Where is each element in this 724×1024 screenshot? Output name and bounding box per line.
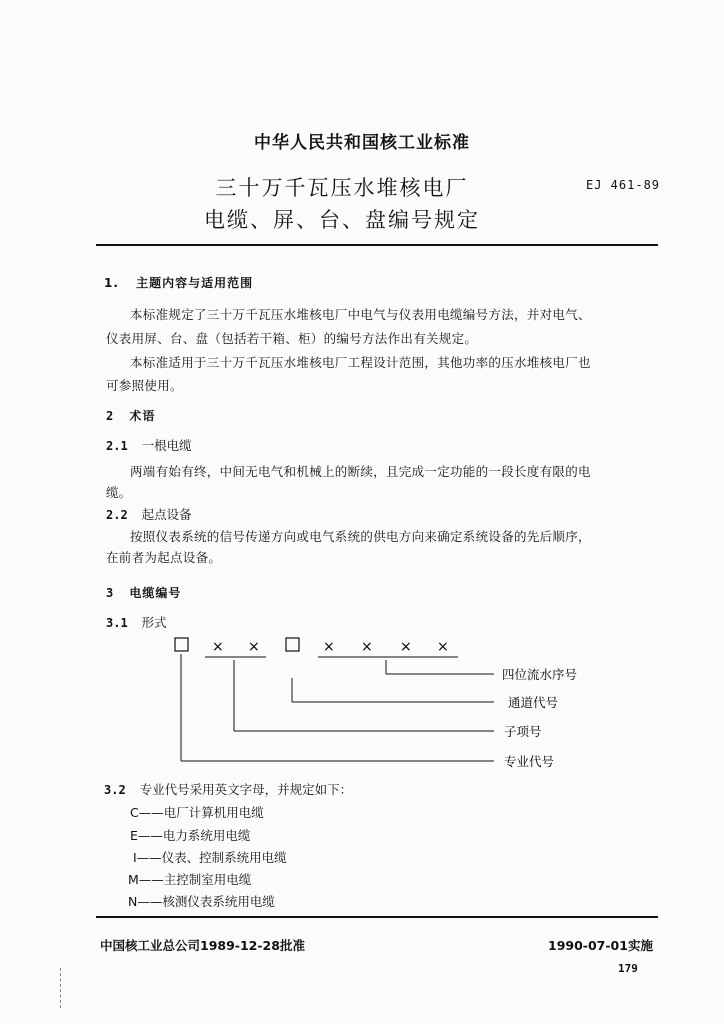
section3-1-number: 3.1 xyxy=(106,616,128,630)
section1-para2-line1: 本标准适用于三十万千瓦压水堆核电厂工程设计范围，其他功率的压水堆核电厂也 xyxy=(130,355,591,370)
code-item-i: I——仪表、控制系统用电缆 xyxy=(133,850,287,865)
section2-2-heading xyxy=(106,505,192,523)
footer-divider xyxy=(96,916,658,918)
label-serial-number: 四位流水序号 xyxy=(502,667,578,682)
scan-margin-marks xyxy=(60,968,63,1008)
label-subitem-number: 子项号 xyxy=(504,724,542,739)
section2-heading xyxy=(106,407,155,424)
subitem-cross-1: × xyxy=(212,639,224,655)
section3-1-heading xyxy=(106,613,167,631)
section2-1-heading xyxy=(106,436,192,454)
label-channel-code: 通道代号 xyxy=(508,695,559,710)
implementation-date: 1990-07-01实施 xyxy=(548,938,653,953)
section2-1-number: 2.1 xyxy=(106,439,128,453)
section2-1-title: 一根电缆 xyxy=(141,438,192,453)
section2-2-line1: 按照仪表系统的信号传递方向或电气系统的供电方向来确定系统设备的先后顺序， xyxy=(130,529,591,544)
section2-number: 2 xyxy=(106,409,115,423)
document-title-line1: 三十万千瓦压水堆核电厂 xyxy=(215,176,469,200)
section2-2-title: 起点设备 xyxy=(141,507,192,522)
channel-code-box xyxy=(286,638,299,651)
cable-number-format-diagram xyxy=(0,630,724,780)
serial-cross-1: × xyxy=(323,639,335,655)
section3-heading xyxy=(106,584,181,601)
page-number: 179 xyxy=(618,962,638,975)
section1-para1-line1: 本标准规定了三十万千瓦压水堆核电厂中电气与仪表用电缆编号方法，并对电气、 xyxy=(130,307,591,322)
code-item-e: E——电力系统用电缆 xyxy=(130,828,251,843)
section2-1-line2: 缆。 xyxy=(106,485,132,500)
section3-number: 3 xyxy=(106,586,115,600)
approval-note: 中国核工业总公司1989-12-28批准 xyxy=(100,938,305,953)
specialty-code-box xyxy=(175,638,188,651)
code-item-m: M——主控制室用电缆 xyxy=(128,872,252,887)
section2-2-line2: 在前者为起点设备。 xyxy=(106,550,222,565)
section1-para2-line2: 可参照使用。 xyxy=(106,378,183,393)
subitem-cross-2: × xyxy=(248,639,260,655)
serial-cross-4: × xyxy=(437,639,449,655)
section3-1-title: 形式 xyxy=(141,615,167,630)
section2-1-line1: 两端有始有终，中间无电气和机械上的断续，且完成一定功能的一段长度有限的电 xyxy=(130,464,591,479)
section1-title: 主题内容与适用范围 xyxy=(136,276,254,290)
serial-cross-3: × xyxy=(400,639,412,655)
standard-code: EJ 461-89 xyxy=(586,178,661,192)
section1-para1-line2: 仪表用屏、台、盘（包括若干箱、柜）的编号方法作出有关规定。 xyxy=(106,331,478,346)
section2-title: 术语 xyxy=(129,409,156,423)
section3-title: 电缆编号 xyxy=(129,586,182,600)
organization-title: 中华人民共和国核工业标准 xyxy=(254,133,470,153)
section3-2-heading xyxy=(104,780,352,798)
serial-cross-2: × xyxy=(361,639,373,655)
label-specialty-code: 专业代号 xyxy=(504,754,555,769)
section3-2-title: 专业代号采用英文字母，并规定如下： xyxy=(139,782,353,797)
code-item-c: C——电厂计算机用电缆 xyxy=(130,805,264,820)
header-divider xyxy=(96,244,658,246)
section2-2-number: 2.2 xyxy=(106,508,128,522)
section3-2-number: 3.2 xyxy=(104,783,126,797)
section1-heading xyxy=(104,274,253,291)
code-item-n: N——核测仪表系统用电缆 xyxy=(128,894,275,909)
section1-number: 1. xyxy=(104,276,119,290)
document-title-line2: 电缆、屏、台、盘编号规定 xyxy=(204,208,480,232)
